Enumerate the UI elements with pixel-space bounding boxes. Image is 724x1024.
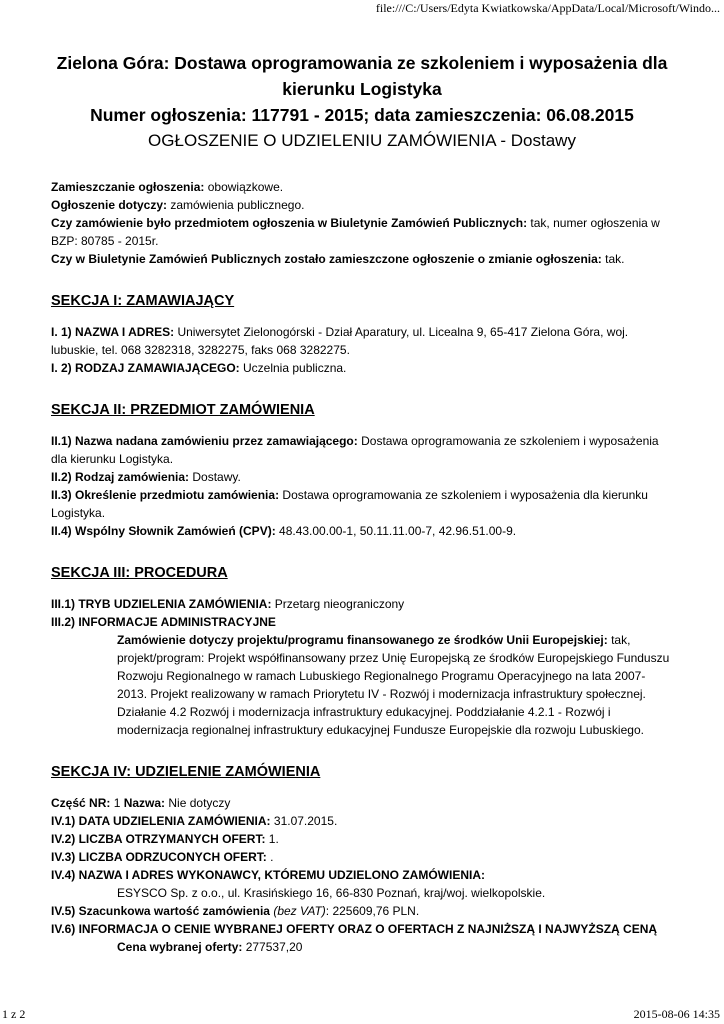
section-1 [51, 291, 675, 377]
print-footer-datetime: 2015-08-06 14:35 [633, 1007, 720, 1021]
section-heading: SEKCJA III: PROCEDURA [51, 565, 228, 581]
section-item: I. 2) RODZAJ ZAMAWIAJĄCEGO: Uczelnia publiczna. [51, 361, 347, 375]
section-4 [51, 762, 675, 956]
section-item: III.1) TRYB UDZIELENIA ZAMÓWIENIA: Przetarg nieograniczony [51, 597, 405, 611]
notice-title [40, 50, 684, 128]
intro-item: Czy zamówienie było przedmiotem ogłoszenia w Biuletynie Zamówień Publicznych: tak, numer ogłoszenia w BZP: 80785 - 2015r. [51, 216, 660, 248]
intro-item: Zamieszczanie ogłoszenia: obowiązkowe. [51, 180, 284, 194]
section-item: IV.3) LICZBA ODRZUCONYCH OFERT: . [51, 850, 274, 864]
part-item: Część NR: 1 Nazwa: Nie dotyczy [51, 796, 231, 810]
intro-block [51, 178, 675, 268]
section-item: II.1) Nazwa nadana zamówieniu przez zamawiającego: Dostawa oprogramowania ze szkoleniem i wyposażenia dla kierunku Logistyka. [51, 434, 659, 466]
notice-subtitle: OGŁOSZENIE O UDZIELENIU ZAMÓWIENIA - Dostawy [148, 131, 576, 150]
eu-funding-item: Zamówienie dotyczy projektu/programu finansowanego ze środków Unii Europejskiej: tak, projekt/program: Projekt współfinansowany przez Unię Europejską ze środków Europejskiego Funduszu Rozwoju Regionalnego w ramach Lubuskiego Regionalnego Programu Operacyjnego na lata 2007-2013. Projekt realizowany w ramach Priorytetu IV - Rozwój i modernizacja infrastruktury społecznej. Działanie 4.2 Rozwój i modernizacja infrastruktury edukacyjnej. Poddziałanie 4.2.1 - Rozwój i modernizacja regionalnej infrastruktury edukacyjnej Fundusze Europejskie dla rozwoju Lubuskiego. [117, 633, 670, 737]
contractor-address: ESYSCO Sp. z o.o., ul. Krasińskiego 16, 66-830 Poznań, kraj/woj. wielkopolskie. [117, 886, 546, 900]
estimated-value-item: IV.5) Szacunkowa wartość zamówienia (bez VAT): 225609,76 PLN. [51, 904, 420, 918]
section-item: IV.2) LICZBA OTRZYMANYCH OFERT: 1. [51, 832, 279, 846]
print-footer-page: 1 z 2 [2, 1007, 26, 1021]
section-heading: SEKCJA I: ZAMAWIAJĄCY [51, 293, 235, 309]
title-line-2: kierunku Logistyka [282, 79, 442, 99]
section-3 [51, 563, 675, 739]
section-item: IV.4) NAZWA I ADRES WYKONAWCY, KTÓREMU UDZIELONO ZAMÓWIENIA: [51, 868, 485, 882]
section-heading: SEKCJA IV: UDZIELENIE ZAMÓWIENIA [51, 764, 321, 780]
intro-item: Ogłoszenie dotyczy: zamówienia publicznego. [51, 198, 305, 212]
title-line-1: Zielona Góra: Dostawa oprogramowania ze szkoleniem i wyposażenia dla [56, 53, 668, 73]
price-info-item: IV.6) INFORMACJA O CENIE WYBRANEJ OFERTY ORAZ O OFERTACH Z NAJNIŻSZĄ I NAJWYŻSZĄ CENĄ [51, 922, 658, 936]
notice-body [51, 178, 675, 956]
intro-item: Czy w Biuletynie Zamówień Publicznych zostało zamieszczone ogłoszenie o zmianie ogłoszenia: tak. [51, 252, 625, 266]
section-item: III.2) INFORMACJE ADMINISTRACYJNE [51, 615, 276, 629]
section-item: I. 1) NAZWA I ADRES: Uniwersytet Zielonogórski - Dział Aparatury, ul. Licealna 9, 65-417 Zielona Góra, woj. lubuskie, tel. 068 3282318, 3282275, faks 068 3282275. [51, 325, 629, 357]
section-heading: SEKCJA II: PRZEDMIOT ZAMÓWIENIA [51, 402, 315, 418]
selected-price-item: Cena wybranej oferty: 277537,20 [117, 940, 303, 954]
section-item: II.2) Rodzaj zamówienia: Dostawy. [51, 470, 241, 484]
section-item: II.4) Wspólny Słownik Zamówień (CPV): 48.43.00.00-1, 50.11.11.00-7, 42.96.51.00-9. [51, 524, 517, 538]
section-item: II.3) Określenie przedmiotu zamówienia: Dostawa oprogramowania ze szkoleniem i wyposażenia dla kierunku Logistyka. [51, 488, 648, 520]
print-header-url: file:///C:/Users/Edyta Kwiatkowska/AppData/Local/Microsoft/Windo... [375, 1, 720, 15]
title-line-3: Numer ogłoszenia: 117791 - 2015; data zamieszczenia: 06.08.2015 [90, 105, 634, 125]
section-2 [51, 400, 675, 540]
section-item: IV.1) DATA UDZIELENIA ZAMÓWIENIA: 31.07.2015. [51, 814, 338, 828]
